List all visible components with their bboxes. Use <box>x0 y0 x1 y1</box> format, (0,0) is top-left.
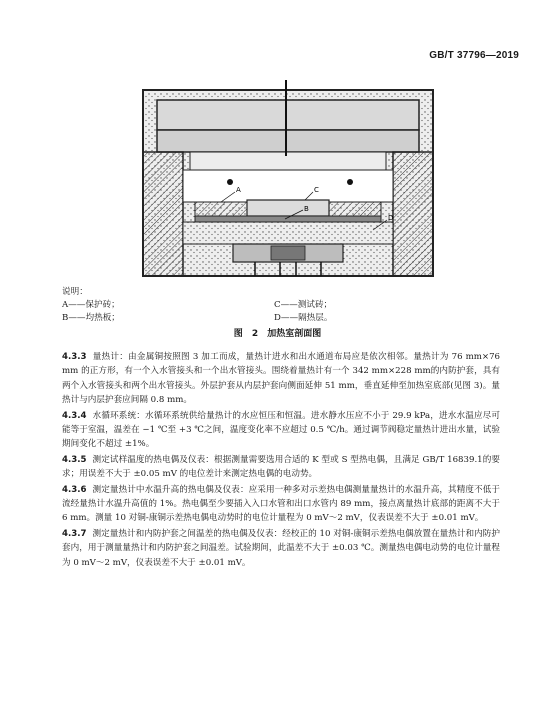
section-paragraph <box>62 409 500 452</box>
heating-cavity <box>183 170 393 202</box>
section-number: 4.3.6 <box>62 484 87 495</box>
section-number: 4.3.4 <box>62 410 87 421</box>
label-c: C <box>314 186 319 194</box>
heat-spreader-plate <box>195 216 381 222</box>
test-brick <box>247 200 329 216</box>
heating-chamber-section-diagram <box>135 80 440 280</box>
insulation-layer <box>183 222 393 244</box>
label-a: A <box>236 186 241 194</box>
legend-item-c: C——测试砖； <box>274 300 333 310</box>
legend-item-d: D——隔热层。 <box>274 313 333 323</box>
left-wall <box>143 152 183 276</box>
label-b: B <box>304 205 309 213</box>
section-text: 量热计：由金属铜按照图 3 加工而成，量热计进水和出水通道布局应是依次相邻。量热计为 76 mm×76 mm 的正方形，有一个入水管接头和一个出水管接头。围绕着量热计有一个 342 mm×228 mm的内防护套，具有两个入水管接头和两个出水管接头。外层护套从内层护套向侧面延伸 51 mm，垂直延伸至加热室底部(见图 3)。量热计与内层护套应间隔 0.8 mm。 <box>62 352 500 406</box>
section-paragraph <box>62 483 500 526</box>
label-d: D <box>388 214 394 222</box>
figure-caption: 图 2 加热室剖面图 <box>233 329 322 339</box>
legend-row <box>62 299 502 312</box>
protective-brick-right <box>329 202 381 216</box>
lid-upper-mid <box>157 130 419 152</box>
section-number: 4.3.5 <box>62 454 87 465</box>
section-number: 4.3.3 <box>62 352 87 362</box>
legend-item-a: A——保护砖； <box>62 300 120 310</box>
legend-item-b: B——均热板； <box>62 313 120 323</box>
document-body <box>62 350 500 571</box>
section-paragraph <box>62 527 500 570</box>
section-number: 4.3.7 <box>62 528 87 539</box>
section-text: 测定试样温度的热电偶及仪表：根据测量需要选用合适的 K 型或 S 型热电偶，且满足 GB/T 16839.1的要求；用误差不大于 ±0.05 mV 的电位差计来测定热电偶的电动势。 <box>62 454 500 480</box>
section-text: 水循环系统：水循环系统供给量热计的水应恒压和恒温。进水静水压应不小于 29.9 kPa，进水水温应尽可能等于室温，温差在 −1 ℃至 +3 ℃之间，温度变化率不应超过 0.5 ℃/h。通过调节阀稳定量热计进出水量，试验期间变化不超过 ±1%。 <box>62 410 500 450</box>
section-text: 测定量热计中水温升高的热电偶及仪表：应采用一种多对示差热电偶测量量热计的水温升高，其精度不低于流经量热计水温升高值的 1%。热电偶至少要插入入口水管和出口水管内 89 mm，接点离量热计底部的距离不大于 6 mm。测量 10 对铜-康铜示差热电偶电动势时的电位计量程为 0 mV～2 mV，仪表误差不大于 ±0.01 mV。 <box>62 484 500 524</box>
section-paragraph <box>62 453 500 482</box>
lid-top <box>157 100 419 130</box>
calorimeter-core <box>271 246 305 260</box>
legend-title: 说明： <box>62 287 88 297</box>
heater-left <box>227 179 233 185</box>
right-wall <box>393 152 433 276</box>
figure-legend <box>62 286 502 325</box>
protective-brick-left <box>195 202 247 216</box>
lid-inset <box>190 152 386 170</box>
section-text: 测定量热计和内防护套之间温差的热电偶及仪表：经校正的 10 对铜-康铜示差热电偶放置在量热计和内防护套内，用于测量量热计和内防护套之间温差。试验期间，此温差不大于 ±0.03 ℃。测量热电偶电动势的电位计量程为 0 mV～2 mV，仪表误差不大于 ±0.01 mV。 <box>62 528 500 568</box>
legend-row <box>62 312 502 325</box>
heater-right <box>347 179 353 185</box>
standard-code: GB/T 37796—2019 <box>429 50 519 61</box>
section-paragraph <box>62 350 500 408</box>
